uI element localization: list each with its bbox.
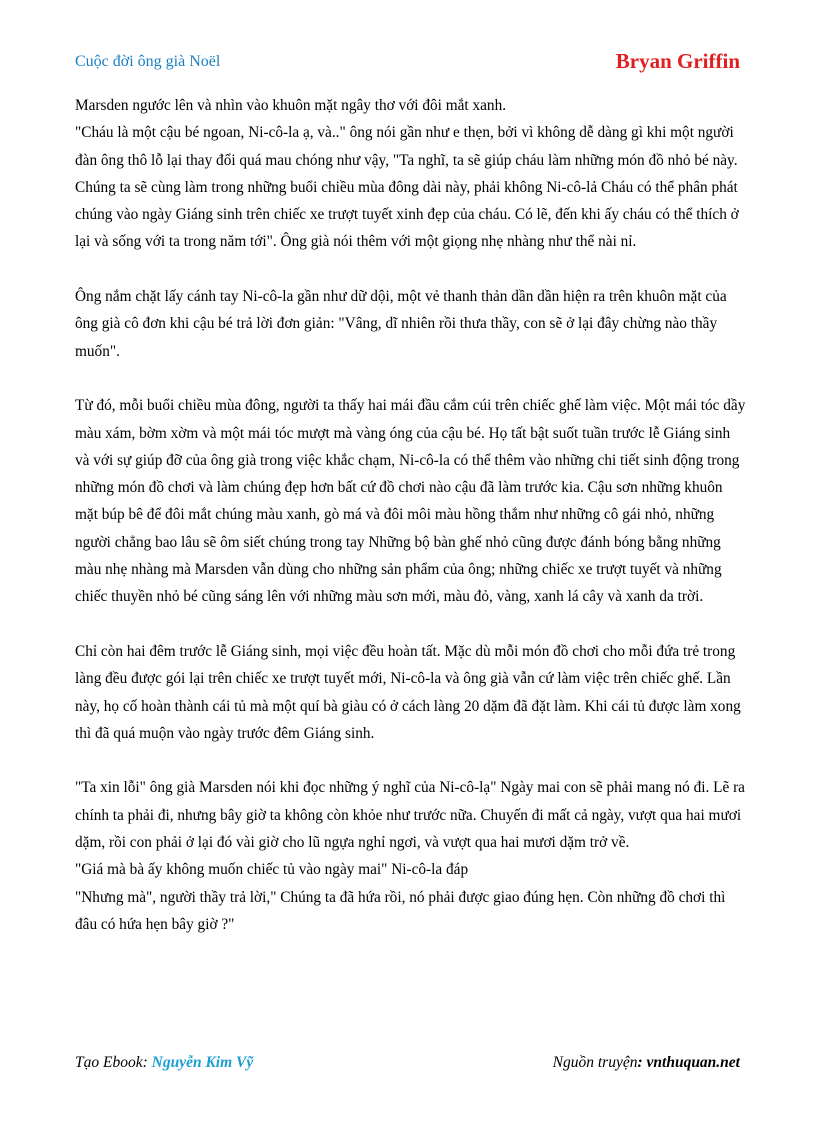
source-credit [553, 1054, 740, 1072]
paragraph: Chỉ còn hai đêm trước lễ Giáng sinh, mọi việc đều hoàn tất. Mặc dù mỗi món đồ chơi cho mỗi đứa trẻ trong làng đều được gói lại trên chiếc xe trượt tuyết mới, Ni-cô-la và ông già vẫn cứ làm việc trên chiếc ghế. Lần này, họ cố hoàn thành cái tủ mà một quí bà giàu có ở cách làng 20 dặm đã đặt làm. Khi cái tủ được làm xong thì đã quá muộn vào ngày trước đêm Giáng sinh. [75, 642, 741, 742]
paragraph: "Ta xin lỗi" ông già Marsden nói khi đọc những ý nghĩ của Ni-cô-lạ" Ngày mai con sẽ phải mang nó đi. Lẽ ra chính ta phải đi, nhưng bây giờ ta không còn khỏe như trước nữa. Chuyến đi mất cả ngày, vượt qua hai mươi dặm, rồi con phải ở lại đó vài giờ cho lũ ngựa nghỉ ngơi, và vượt qua hai mươi dặm trở về. [75, 779, 745, 852]
source-site: vnthuquan.net [646, 1054, 740, 1071]
paragraph: "Nhưng mà", người thầy trả lời," Chúng ta đã hứa rồi, nó phải được giao đúng hẹn. Còn những đồ chơi thì đâu có hứa hẹn bây giờ ?" [75, 888, 726, 933]
ebook-credit [75, 1054, 253, 1072]
paragraph: Ông nắm chặt lấy cánh tay Ni-cô-la gần như dữ dội, một vẻ thanh thản dần dần hiện ra trên khuôn mặt của ông già cô đơn khi cậu bé trả lời đơn giản: "Vâng, dĩ nhiên rồi thưa thầy, con sẽ ở lại đây chừng nào thầy muốn". [75, 288, 727, 360]
paragraph: "Cháu là một cậu bé ngoan, Ni-cô-la ạ, và.." ông nói gần như e thẹn, bởi vì không dễ dàng gì khi một người đàn ông thô lỗ lại thay đổi quá mau chóng như vậy, "Ta nghĩ, ta sẽ giúp cháu làm những món đồ nhỏ bé này. Chúng ta sẽ cùng làm trong những buổi chiều mùa đông dài này, phải không Ni-cô-lả Cháu có thể phân phát chúng vào ngày Giáng sinh trên chiếc xe trượt tuyết xinh đẹp của cháu. Có lẽ, đến khi ấy cháu có thể thích ở lại và sống với ta trong năm tới". Ông già nói thêm với một giọng nhẹ nhàng như thể nài nỉ. [75, 124, 739, 251]
ebook-label: Tạo Ebook [75, 1054, 143, 1071]
book-title: Cuộc đời ông già Noël [75, 53, 221, 70]
paragraph: "Giá mà bà ấy không muốn chiếc tủ vào ngày mai" Ni-cô-la đáp [75, 861, 469, 879]
paragraph: Marsden ngước lên và nhìn vào khuôn mặt ngây thơ với đôi mắt xanh. [75, 97, 507, 114]
page-body [75, 92, 747, 938]
source-separator: : [637, 1054, 647, 1071]
ebook-creator-name: Nguyễn Kim Vỹ [151, 1054, 254, 1071]
ebook-separator: : [142, 1054, 152, 1071]
source-label: Nguồn truyện [552, 1054, 638, 1071]
author-name: Bryan Griffin [615, 49, 740, 73]
paragraph: Từ đó, mỗi buổi chiều mùa đông, người ta thấy hai mái đầu cắm cúi trên chiếc ghế làm việc. Một mái tóc dầy màu xám, bờm xờm và một mái tóc mượt mà vàng óng của cậu bé. Họ tất bật suốt tuần trước lễ Giáng sinh và với sự giúp đỡ của ông già trong việc khắc chạm, Ni-cô-la có thể thêm vào những chi tiết sinh động trong những món đồ chơi và làm chúng đẹp hơn bất cứ đồ chơi nào cậu đã làm trước kia. Cậu sơn những khuôn mặt búp bê để đôi mắt chúng màu xanh, gò má và đôi môi màu hồng thắm như những cô gái nhỏ, những người chẳng bao lâu sẽ ôm siết chúng trong tay Những bộ bàn ghế nhỏ cũng được đánh bóng bằng những màu nhẹ nhàng mà Marsden vẫn dùng cho những sản phẩm của ông; những chiếc xe trượt tuyết và những chiếc thuyền nhỏ bé cũng sáng lên với những màu sơn mới, màu đỏ, vàng, xanh lá cây và xanh da trời. [75, 397, 746, 606]
